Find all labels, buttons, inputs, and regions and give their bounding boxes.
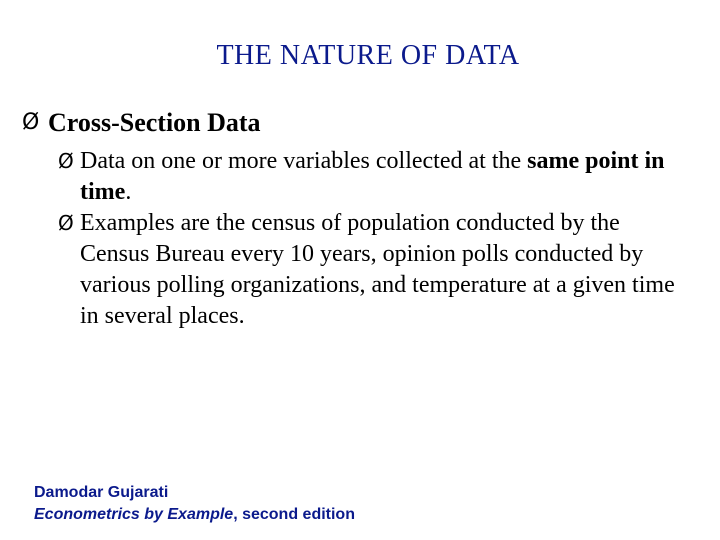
main-bullet — [22, 106, 702, 140]
sub-bullet-text-plain: Data on one or more variables collected at the — [80, 148, 528, 174]
sub-bullet-text — [80, 146, 688, 208]
sub-bullet-text: Examples are the census of population conducted by the Census Bureau every 10 years, opinion polls conducted by various polling organizations, and temperature at a given time in several places. — [80, 210, 675, 329]
footer-author: Damodar Gujarati — [34, 484, 169, 501]
slide-title: THE NATURE OF DATA — [216, 40, 520, 71]
arrow-bullet-icon: Ø — [22, 110, 40, 135]
footer-edition: , second edition — [233, 506, 355, 523]
footer-book-title: Econometrics by Example — [34, 506, 234, 523]
sub-bullet-examples — [58, 208, 688, 332]
sub-bullet-text-emphasis: same point in time — [80, 148, 665, 205]
sub-bullet-list — [58, 146, 688, 332]
footer-book — [34, 504, 355, 526]
sub-bullet-text-end: . — [125, 179, 132, 205]
arrow-bullet-icon: Ø — [58, 211, 74, 235]
sub-bullet-definition — [58, 146, 688, 208]
main-bullet-label: Cross-Section Data — [48, 108, 261, 137]
arrow-bullet-icon: Ø — [58, 149, 74, 173]
footer-citation — [34, 482, 355, 526]
